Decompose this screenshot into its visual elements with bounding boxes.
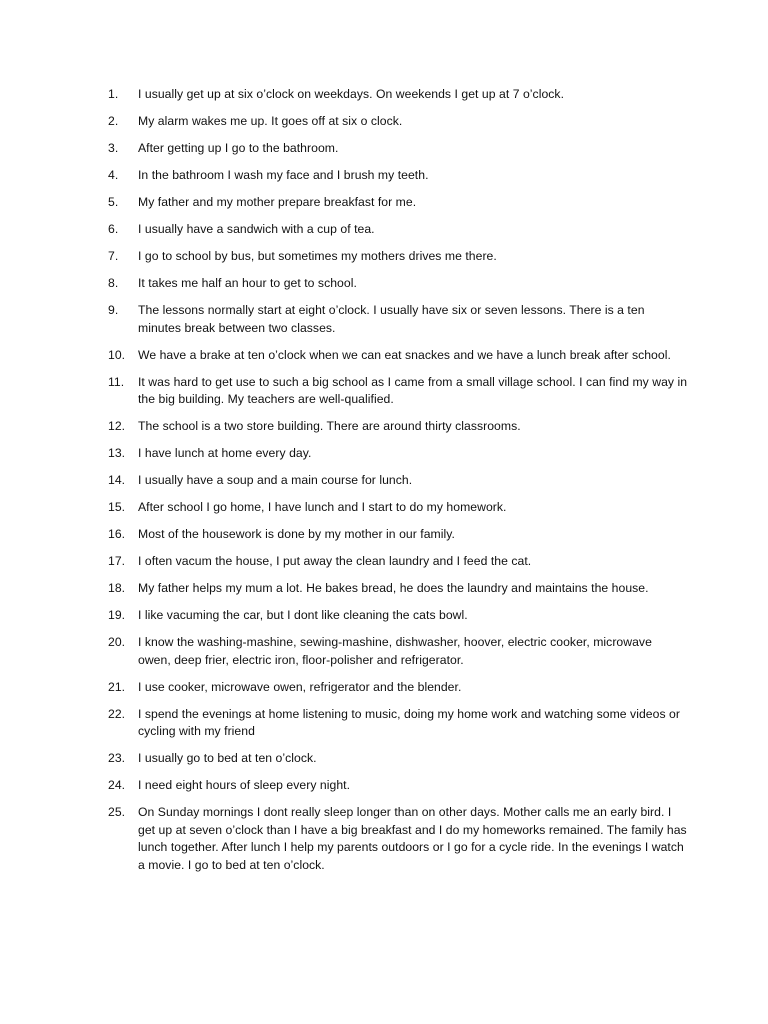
item-number: 20. [108, 635, 126, 649]
item-text: I use cooker, microwave owen, refrigerator and the blender. [138, 679, 462, 694]
item-number: 15. [108, 500, 126, 514]
item-text: My father helps my mum a lot. He bakes bread, he does the laundry and maintains the house. [138, 581, 649, 595]
list-item-21 [108, 679, 688, 697]
item-number: 19. [108, 608, 126, 622]
list-item-9 [108, 302, 688, 337]
item-number: 6. [108, 222, 119, 236]
list-item-16 [108, 526, 688, 544]
item-text: In the bathroom I wash my face and I brush my teeth. [138, 168, 429, 182]
numbered-list [108, 86, 688, 884]
item-text: My father and my mother prepare breakfast for me. [138, 195, 417, 209]
item-text: It was hard to get use to such a big school as I came from a small village school. I can find my way in the big building. My teachers are well-qualified. [138, 374, 688, 406]
item-number: 5. [108, 195, 119, 209]
list-item-25 [108, 804, 688, 874]
item-number: 21. [108, 679, 126, 694]
item-number: 12. [108, 419, 126, 433]
item-number: 23. [108, 751, 126, 765]
item-text: I often vacum the house, I put away the clean laundry and I feed the cat. [138, 554, 532, 568]
list-item-3 [108, 140, 688, 158]
item-number: 18. [108, 581, 126, 595]
item-text: I usually have a soup and a main course for lunch. [138, 473, 413, 487]
list-item-12 [108, 418, 688, 436]
item-number: 25. [108, 805, 126, 819]
list-item-15 [108, 499, 688, 517]
item-number: 14. [108, 473, 126, 487]
item-text: I go to school by bus, but sometimes my mothers drives me there. [138, 249, 497, 263]
list-item-11 [108, 374, 688, 409]
list-item-20 [108, 634, 688, 669]
list-item-10 [108, 347, 688, 365]
list-item-22 [108, 706, 688, 741]
item-text: The lessons normally start at eight o’clock. I usually have six or seven lessons. There is a ten minutes break between two classes. [138, 303, 645, 335]
item-number: 9. [108, 303, 119, 317]
list-item-6 [108, 221, 688, 239]
item-text: I have lunch at home every day. [138, 446, 312, 460]
item-text: I like vacuming the car, but I dont like cleaning the cats bowl. [138, 608, 468, 622]
list-item-8 [108, 275, 688, 293]
list-item-2 [108, 113, 688, 131]
item-text: I know the washing-mashine, sewing-mashine, dishwasher, hoover, electric cooker, microwave owen, deep frier, electric iron, floor-polisher and refrigerator. [138, 635, 652, 667]
item-number: 17. [108, 554, 126, 568]
list-item-23 [108, 750, 688, 768]
item-number: 22. [108, 706, 126, 721]
list-item-19 [108, 607, 688, 625]
item-number: 2. [108, 114, 119, 128]
item-text: After getting up I go to the bathroom. [138, 141, 339, 155]
item-text: It takes me half an hour to get to school. [138, 276, 357, 290]
item-text: Most of the housework is done by my mother in our family. [138, 527, 455, 541]
item-text: I need eight hours of sleep every night. [138, 778, 351, 792]
item-text: The school is a two store building. There are around thirty classrooms. [138, 419, 521, 433]
item-text: My alarm wakes me up. It goes off at six o clock. [138, 114, 403, 128]
item-number: 11. [108, 374, 125, 389]
item-number: 24. [108, 778, 126, 792]
item-text: I usually have a sandwich with a cup of tea. [138, 222, 375, 236]
list-item-17 [108, 553, 688, 571]
item-number: 1. [108, 87, 119, 101]
item-text: I spend the evenings at home listening to music, doing my home work and watching some videos or cycling with my friend [138, 706, 680, 738]
item-number: 16. [108, 527, 126, 541]
item-text: After school I go home, I have lunch and I start to do my homework. [138, 500, 507, 514]
list-item-18 [108, 580, 688, 598]
list-item-24 [108, 777, 688, 795]
list-item-7 [108, 248, 688, 266]
item-number: 13. [108, 446, 126, 460]
list-item-4 [108, 167, 688, 185]
list-item-5 [108, 194, 688, 212]
item-text: We have a brake at ten o’clock when we can eat snackes and we have a lunch break after school. [138, 347, 671, 362]
item-number: 10. [108, 347, 126, 362]
item-number: 4. [108, 168, 119, 182]
list-item-14 [108, 472, 688, 490]
item-text: I usually go to bed at ten o’clock. [138, 751, 317, 765]
item-number: 3. [108, 141, 119, 155]
item-text: On Sunday mornings I dont really sleep longer than on other days. Mother calls me an early bird. I get up at seven o’clock than I have a big breakfast and I do my homeworks remained. The family has lunch together. After lunch I help my parents outdoors or I go for a cycle ride. In the evenings I watch a movie. I go to bed at ten o’clock. [138, 805, 687, 872]
list-item-1 [108, 86, 688, 104]
item-text: I usually get up at six o’clock on weekdays. On weekends I get up at 7 o’clock. [138, 87, 565, 101]
item-number: 8. [108, 276, 119, 290]
list-item-13 [108, 445, 688, 463]
item-number: 7. [108, 249, 119, 263]
